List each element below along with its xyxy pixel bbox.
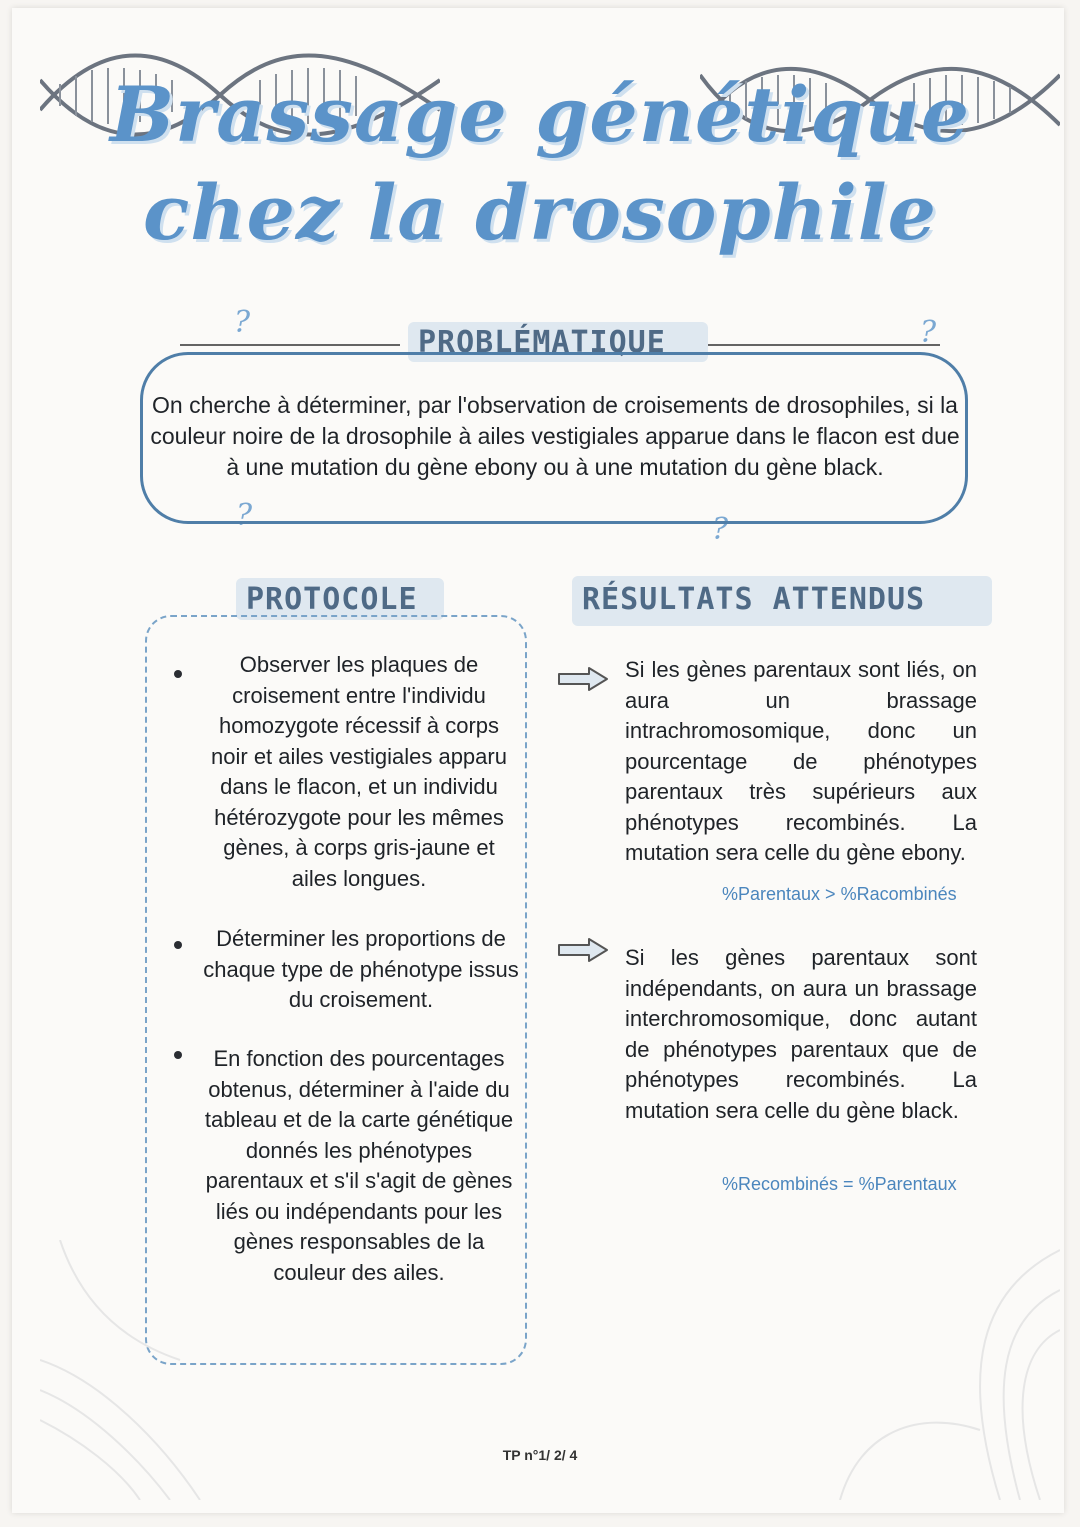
resultats-heading: RÉSULTATS ATTENDUS	[582, 582, 926, 617]
resultat-item: Si les gènes parentaux sont liés, on aura un brassage intrachromosomique, donc un pourcentage de phénotypes parentaux très supérieurs aux phénotypes recombinés. La mutation sera celle du gène ebony.	[625, 657, 977, 865]
protocole-item: Observer les plaques de croisement entre l'individu homozygote récessif à corps noir et ailes vestigiales apparu dans le flacon, et un individu hétérozygote pour les mêmes gènes, à corps gris-jaune et ailes longues.	[211, 652, 507, 891]
question-mark-icon: ?	[234, 305, 251, 340]
resultat-formula: %Parentaux > %Racombinés	[722, 884, 957, 904]
problematique-heading: PROBLÉMATIQUE	[418, 325, 666, 360]
arrow-right-icon	[557, 666, 609, 692]
problematique-text: On cherche à déterminer, par l'observation de croisements de drosophiles, si la couleur noire de la drosophile à ailes vestigiales apparue dans le flacon est due à une mutation du gène ebony ou à une mutation du gène black.	[150, 392, 960, 480]
bullet-icon	[174, 670, 182, 678]
page-footer: TP n°1/ 2/ 4	[502, 1447, 578, 1463]
protocole-item: Déterminer les proportions de chaque type de phénotype issus du croisement.	[203, 926, 519, 1012]
bullet-icon	[174, 1051, 182, 1059]
resultat-item: Si les gènes parentaux sont indépendants, on aura un brassage interchromosomique, donc autant de phénotypes parentaux que de phénotypes recombinés. La mutation sera celle du gène black.	[625, 945, 977, 1123]
question-mark-icon: ?	[712, 512, 729, 547]
protocole-item: En fonction des pourcentages obtenus, déterminer à l'aide du tableau et de la carte génétique donnés les phénotypes parentaux et s'il s'agit de gènes liés ou indépendants pour les gènes responsables de la couleur des ailes.	[204, 1046, 514, 1285]
question-mark-icon: ?	[920, 315, 937, 350]
bullet-icon	[174, 941, 182, 949]
page-title-line-2: chez la drosophile	[143, 168, 937, 257]
question-mark-icon: ?	[236, 498, 253, 533]
page-title-line-1: Brassage génétique	[109, 70, 971, 159]
protocole-heading: PROTOCOLE	[246, 582, 418, 617]
arrow-right-icon	[557, 937, 609, 963]
resultat-formula: %Recombinés = %Parentaux	[722, 1174, 957, 1194]
